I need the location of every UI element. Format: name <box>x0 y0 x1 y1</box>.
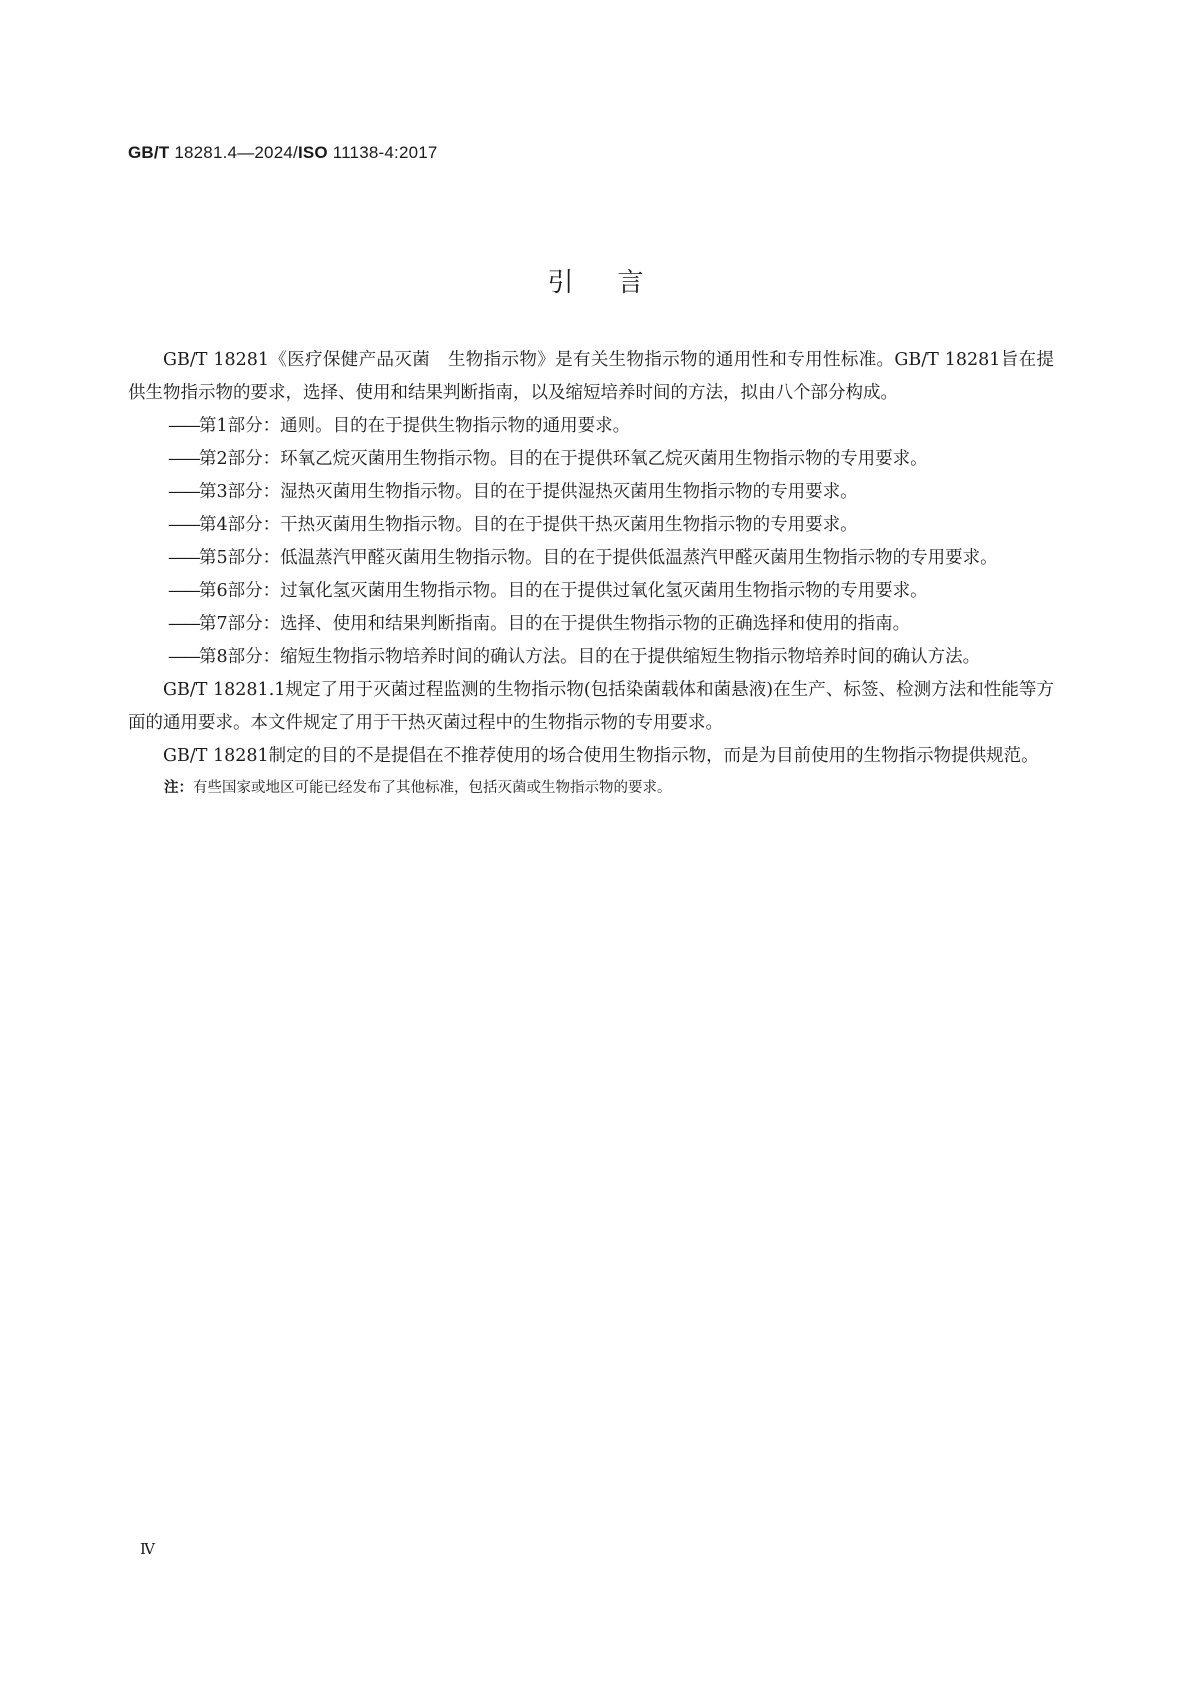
list-dash: —— <box>168 581 199 601</box>
iso-prefix: ISO <box>297 143 328 162</box>
scope-paragraph: GB/T 18281.1规定了用于灭菌过程监测的生物指示物(包括染菌载体和菌悬液)在生产、标签、检测方法和性能等方面的通用要求。本文件规定了用于干热灭菌过程中的生物指示物的专用要求。 <box>128 680 1054 733</box>
list-dash: —— <box>168 449 199 469</box>
list-item <box>128 608 1054 641</box>
page-title: 引言 <box>547 268 688 299</box>
list-item-text: 第8部分：缩短生物指示物培养时间的确认方法。目的在于提供缩短生物指示物培养时间的确认方法。 <box>199 647 981 667</box>
list-dash: —— <box>168 614 199 634</box>
standard-number: 18281.4—2024/ <box>169 143 298 162</box>
list-item-text: 第6部分：过氧化氢灭菌用生物指示物。目的在于提供过氧化氢灭菌用生物指示物的专用要求。 <box>199 581 928 601</box>
note-text: 有些国家或地区可能已经发布了其他标准，包括灭菌或生物指示物的要求。 <box>193 780 672 796</box>
note-label: 注： <box>164 780 193 796</box>
list-dash: —— <box>168 548 199 568</box>
list-item-text: 第7部分：选择、使用和结果判断指南。目的在于提供生物指示物的正确选择和使用的指南。 <box>199 614 911 634</box>
standard-prefix: GB/T <box>128 143 170 162</box>
document-body <box>128 344 1054 801</box>
list-item-text: 第4部分：干热灭菌用生物指示物。目的在于提供干热灭菌用生物指示物的专用要求。 <box>199 515 858 535</box>
list-item-text: 第3部分：湿热灭菌用生物指示物。目的在于提供湿热灭菌用生物指示物的专用要求。 <box>199 482 858 502</box>
iso-number: 11138-4:2017 <box>327 143 438 162</box>
document-header <box>128 143 438 163</box>
page-number: Ⅳ <box>140 1540 155 1558</box>
note <box>128 775 1054 801</box>
list-item-text: 第2部分：环氧乙烷灭菌用生物指示物。目的在于提供环氧乙烷灭菌用生物指示物的专用要求。 <box>199 449 928 469</box>
list-item <box>128 509 1054 542</box>
list-dash: —— <box>168 647 199 667</box>
intro-paragraph: GB/T 18281《医疗保健产品灭菌 生物指示物》是有关生物指示物的通用性和专用性标准。GB/T 18281旨在提供生物指示物的要求，选择、使用和结果判断指南，以及缩短培养时间的方法，拟由八个部分构成。 <box>128 350 1054 403</box>
list-item <box>128 476 1054 509</box>
parts-list <box>128 410 1054 674</box>
list-dash: —— <box>168 416 199 436</box>
list-item <box>128 575 1054 608</box>
list-item-text: 第1部分：通则。目的在于提供生物指示物的通用要求。 <box>199 416 631 436</box>
list-item-text: 第5部分：低温蒸汽甲醛灭菌用生物指示物。目的在于提供低温蒸汽甲醛灭菌用生物指示物的专用要求。 <box>199 548 998 568</box>
list-item <box>128 641 1054 674</box>
list-item <box>128 542 1054 575</box>
purpose-paragraph: GB/T 18281制定的目的不是提倡在不推荐使用的场合使用生物指示物，而是为目前使用的生物指示物提供规范。 <box>163 746 1039 766</box>
list-dash: —— <box>168 482 199 502</box>
list-item <box>128 410 1054 443</box>
list-dash: —— <box>168 515 199 535</box>
list-item <box>128 443 1054 476</box>
